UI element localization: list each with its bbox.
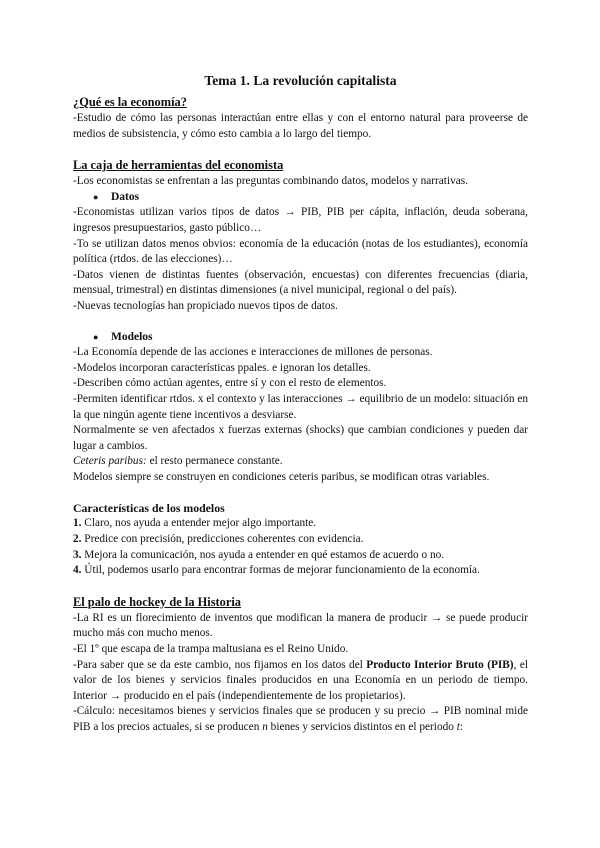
section-heading-economia: ¿Qué es la economía? — [73, 95, 187, 109]
list-item — [73, 563, 528, 579]
list-text: Útil, podemos usarlo para encontrar formas de mejorar funcionamiento de la economía. — [81, 564, 480, 577]
bullet-icon: ● — [93, 331, 99, 342]
paragraph: -Describen cómo actúan agentes, entre sí y con el resto de elementos. — [73, 377, 387, 390]
paragraph-calculo — [73, 704, 528, 735]
paragraph: -Permiten identificar rtdos. x el contexto y las interacciones → equilibrio de un modelo: situación en la que ningún agente tiene incentivos a desviarse. — [73, 392, 528, 421]
ceteris-term: Ceteris paribus: — [73, 455, 147, 468]
bullet-label: Datos — [111, 190, 140, 203]
paragraph-ceteris — [73, 454, 528, 470]
text-run: bienes y servicios distintos en el periodo — [267, 721, 457, 733]
paragraph: -Modelos incorporan características ppales. e ignoran los detalles. — [73, 361, 371, 374]
list-item — [73, 516, 528, 532]
paragraph: -La Economía depende de las acciones e interacciones de millones de personas. — [73, 346, 433, 359]
text-run: -Para saber que se da este cambio, nos fijamos en los datos del — [73, 658, 367, 671]
list-number: 2. — [73, 533, 82, 546]
var-t: t — [456, 721, 460, 733]
bullet-datos — [73, 190, 528, 206]
pib-term: Producto Interior Bruto (PIB) — [366, 658, 514, 671]
text-run: , el valor de los bienes y servicios finales producidos en una Economía en un periodo de tiempo. Interior → producido en el país (independientemente de los propietarios). — [73, 658, 528, 702]
paragraph: Modelos siempre se construyen en condiciones ceteris paribus, se modifican otras variables. — [73, 470, 490, 483]
paragraph: -Estudio de cómo las personas interactúan entre ellas y con el entorno natural para proveerse de medios de subsistencia, y cómo esto cambia a lo largo del tiempo. — [73, 112, 528, 140]
text-run: -Cálculo: necesitamos bienes y servicios finales que se producen y su precio → PIB nominal mide PIB a los precios actuales, si se producen — [73, 705, 528, 733]
paragraph: -Economistas utilizan varios tipos de datos → PIB, PIB per cápita, inflación, deuda soberana, ingresos presupuestarios, gasto público… — [73, 206, 528, 234]
paragraph: -Datos vienen de distintas fuentes (observación, encuestas) con diferentes frecuencias (diaria, mensual, trimestral) en distintas dimensiones (a nivel municipal, regional o del país). — [73, 268, 528, 297]
list-number: 1. — [73, 517, 82, 530]
section-heading-palo-hockey: El palo de hockey de la Historia — [73, 594, 241, 609]
text-run: : — [459, 721, 464, 733]
list-item — [73, 548, 528, 564]
section-heading-caja-herramientas: La caja de herramientas del economista — [73, 158, 284, 173]
paragraph: -Los economistas se enfrentan a las preguntas combinando datos, modelos y narrativas. — [73, 175, 468, 188]
paragraph: -To se utilizan datos menos obvios: economía de la educación (notas de los estudiantes), economía política (rtdos. de las elecciones)… — [73, 237, 528, 266]
paragraph-pib — [73, 658, 528, 705]
list-item — [73, 532, 528, 548]
paragraph: -Nuevas tecnologías han propiciado nuevos tipos de datos. — [73, 299, 338, 312]
document-title: Tema 1. La revolución capitalista — [204, 73, 397, 88]
list-text: Mejora la comunicación, nos ayuda a entender en qué estamos de acuerdo o no. — [81, 548, 445, 561]
bullet-label: Modelos — [111, 330, 153, 343]
section-heading-caracteristicas: Características de los modelos — [73, 501, 225, 516]
var-n: n — [262, 721, 268, 733]
bullet-icon: ● — [93, 191, 99, 202]
list-text: Predice con precisión, predicciones coherentes con evidencia. — [81, 533, 364, 546]
paragraph: Normalmente se ven afectados x fuerzas externas (shocks) que cambian condiciones y pueden dar lugar a cambios. — [73, 424, 528, 452]
list-number: 4. — [73, 564, 82, 577]
bullet-modelos — [73, 330, 528, 346]
list-text: Claro, nos ayuda a entender mejor algo importante. — [81, 517, 317, 530]
paragraph: -El 1º que escapa de la trampa maltusiana es el Reino Unido. — [73, 643, 349, 656]
paragraph: -La RI es un florecimiento de inventos que modifican la manera de producir → se puede producir mucho más con mucho menos. — [73, 611, 528, 640]
document-body — [73, 72, 528, 736]
ceteris-rest: el resto permanece constante. — [146, 455, 283, 468]
list-number: 3. — [73, 548, 82, 561]
